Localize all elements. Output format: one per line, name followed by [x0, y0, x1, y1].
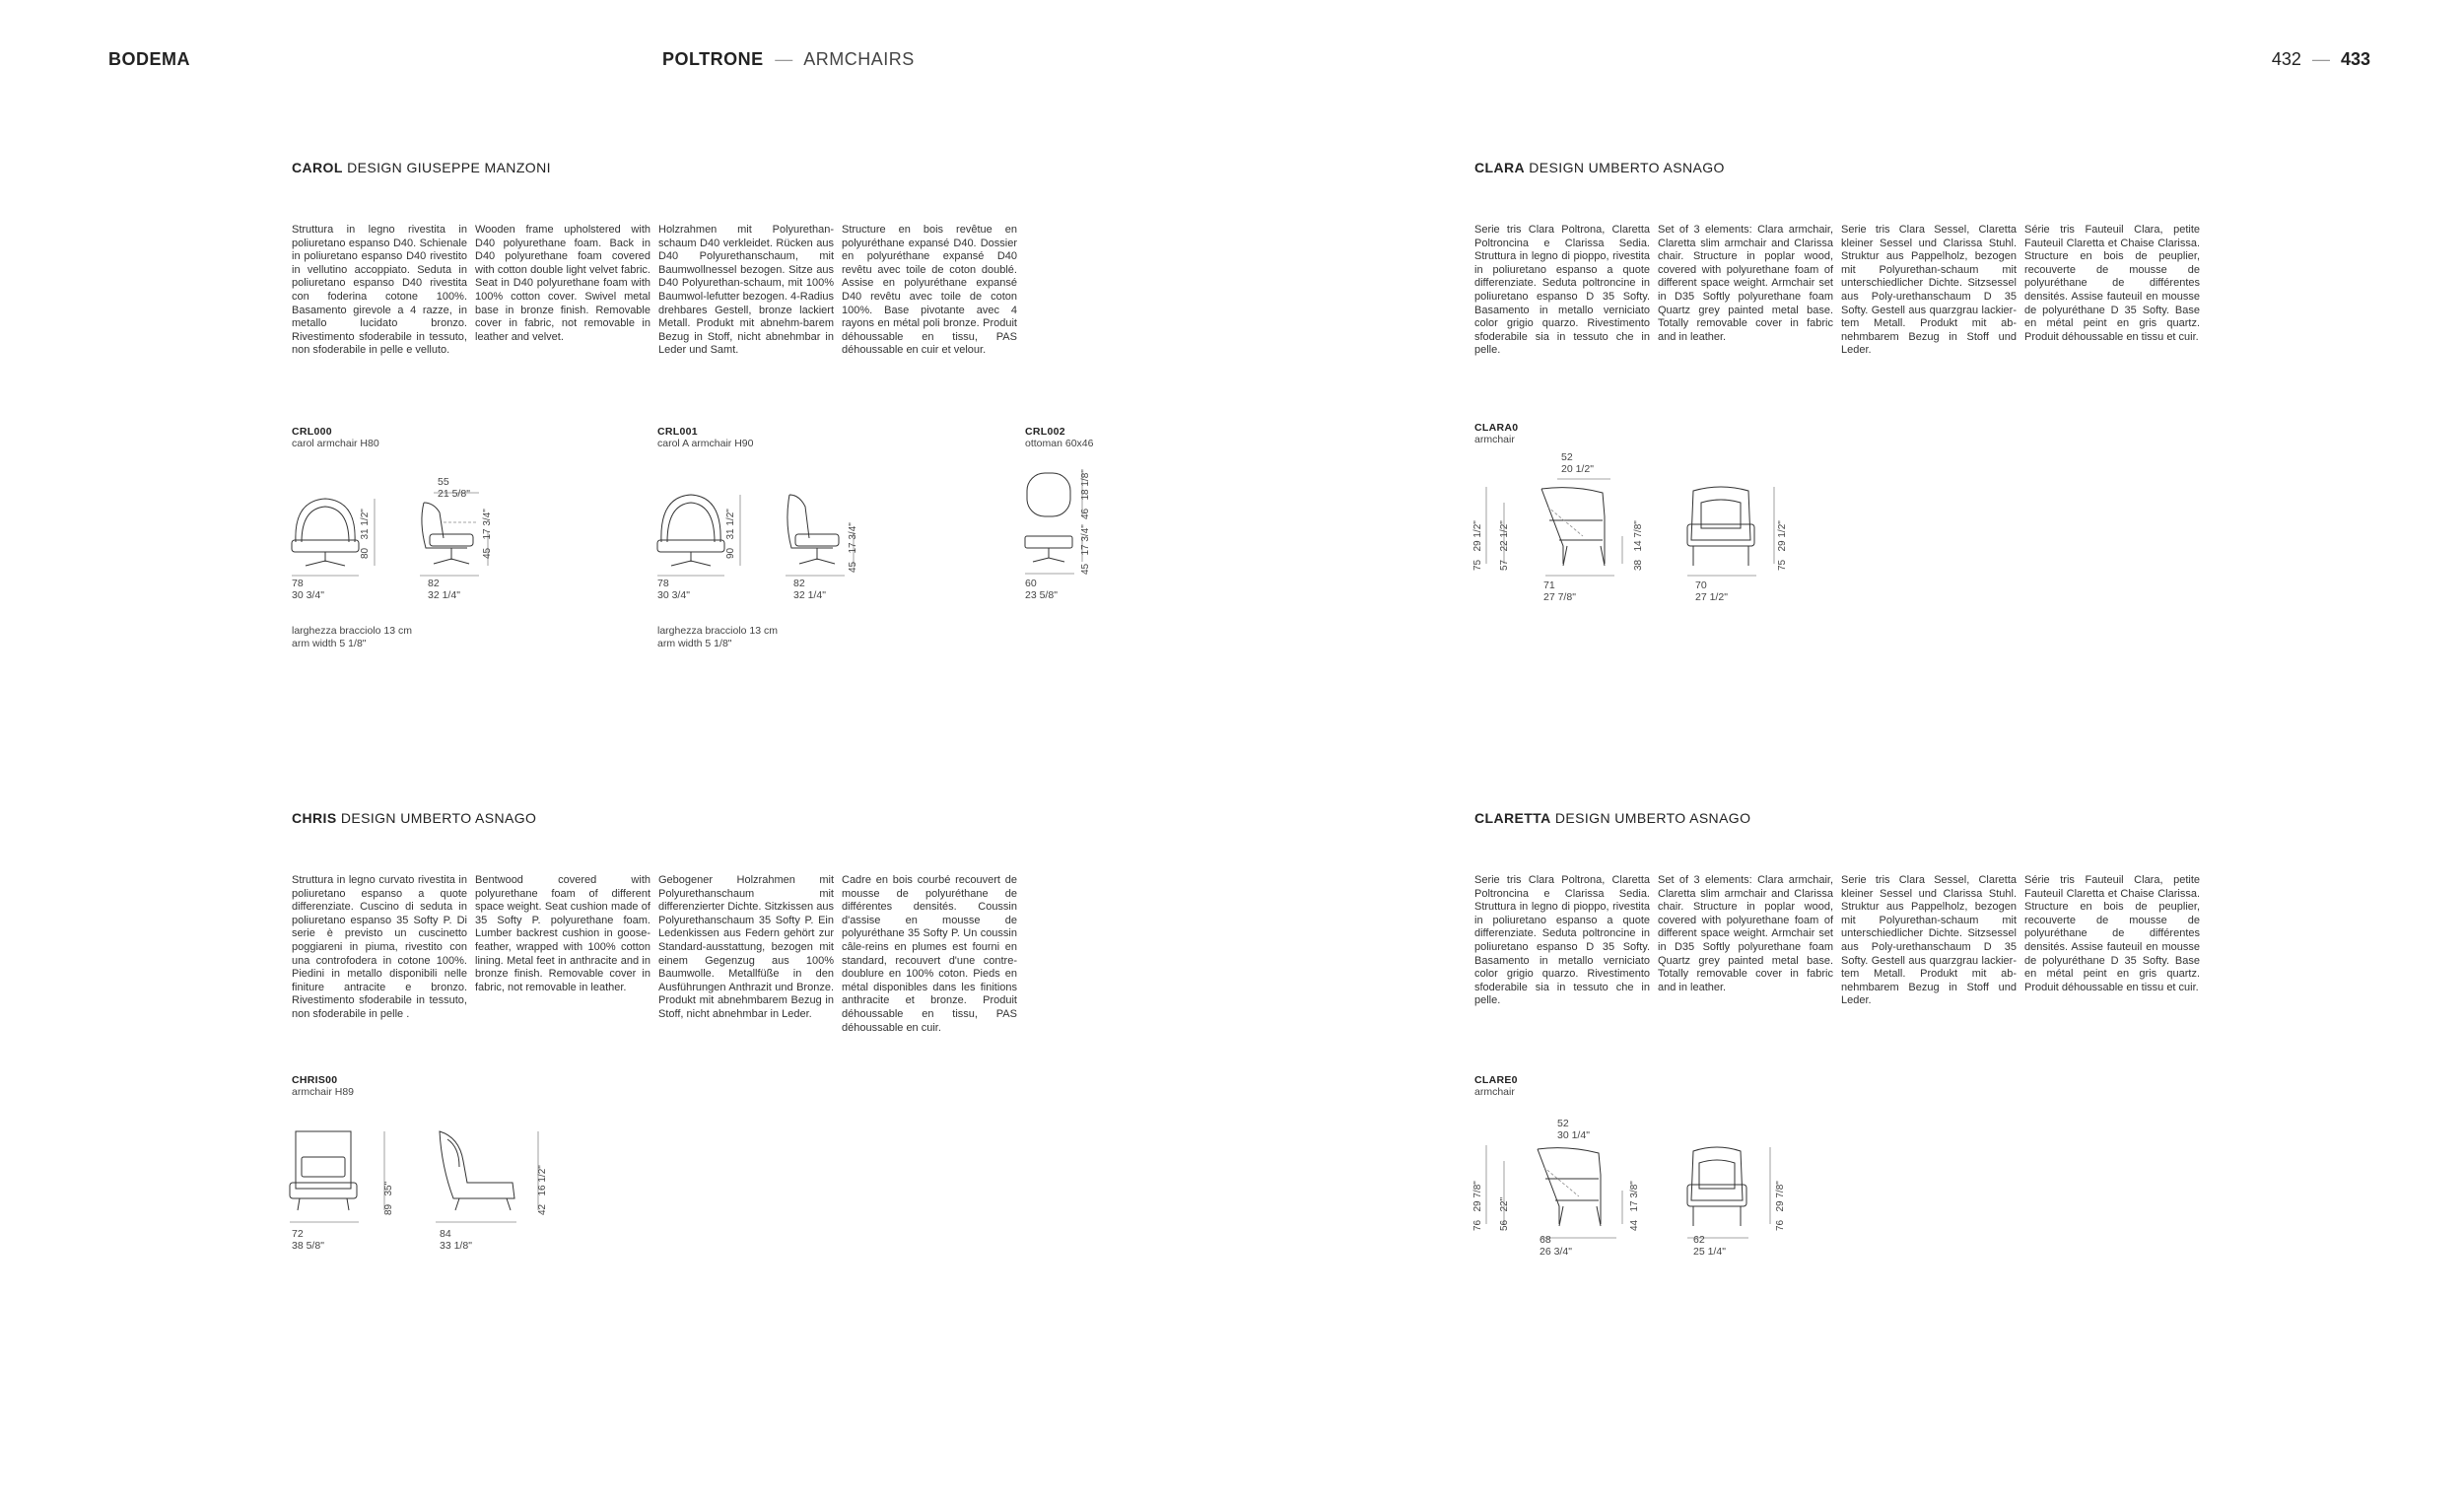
crl001-depth [793, 578, 826, 601]
clara0-drawing [1474, 477, 1829, 585]
chris-text-de: Gebogener Holzrahmen mit Polyurethanschaum mit differenzierter Dichte. Sitzkissen aus Polyurethanschaum 35 Softy P. Ein Ledenkissen aus Federn gehört zur Standard-ausstattung, bezogen mit einem Gegenzug aus 100% Baumwolle. Metallfüße in den Ausführungen Anthrazit und Bronze. Produkt mit abnehmbarem Bezug in Stoff, nicht abnehmbar in Leder. [658, 874, 834, 1020]
clare0-front-height [1775, 1181, 1786, 1231]
chris00-side-view [436, 1131, 538, 1222]
crl000-height [360, 509, 371, 559]
claretta-text-en: Set of 3 elements: Clara armchair, Claretta slim armchair and Clarissa chair. Structure in poplar wood, covered with polyurethane foam of different space weight. Armchair set in D35 Softly polyurethane foam Quartz grey painted metal base. Totally removable cover in fabric and in leather. [1658, 874, 1833, 993]
crl001-note1: larghezza bracciolo 13 cm [657, 625, 778, 637]
page-separator: — [2311, 49, 2330, 69]
clara-text-fr: Série tris Fauteuil Clara, petite Fauteuil Claretta et Chaise Clarissa. Structure en bois de peuplier, recouverte de mousse de polyuréthane de différentes densités. Assise fauteuil en mousse de polyuréthane D 35 Softy. Base en métal peint en gris quartz. Produit déhoussable en tissu et cuir. [2024, 224, 2200, 343]
clara0-label [1474, 422, 1518, 445]
carol-title [292, 160, 551, 175]
clara0-arm-in: 22 1/2" [1499, 520, 1510, 552]
clara-designer: DESIGN UMBERTO ASNAGO [1529, 160, 1725, 175]
crl002-height-in: 18 1/8" [1080, 469, 1091, 501]
chris00-height-in: 35" [383, 1181, 394, 1196]
crl000-width-cm: 78 [292, 578, 304, 589]
carol-description [292, 224, 1017, 358]
category-title [662, 49, 915, 70]
clare0-arm-height [1499, 1197, 1510, 1231]
clare0-depth-cm: 68 [1540, 1234, 1551, 1246]
chris00-seat-in: 16 1/2" [537, 1165, 548, 1196]
crl001-height-in: 31 1/2" [725, 509, 736, 540]
clara-text-de: Serie tris Clara Sessel, Claretta kleiner Sessel und Clarissa Stuhl. Struktur aus Pappelholz, bezogen mit Polyurethan-schaum mit unterschiedlicher Dichte. Sitzsessel aus Poly-urethanschaum D 35 Softy. Gestell aus quarzgrau lackier-tem Metall. Produkt mit ab-nehmbarem Bezug in Stoff und Leder. [1841, 224, 2017, 357]
chris-description [292, 874, 1017, 1035]
crl002-side-view [1025, 536, 1082, 574]
crl001-height-cm: 90 [725, 547, 736, 559]
crl001-side-view [786, 495, 854, 576]
clare0-fh-in: 29 7/8" [1775, 1181, 1786, 1212]
chris-name: CHRIS [292, 810, 337, 826]
clare0-seat-cm: 44 [1629, 1219, 1640, 1231]
chris00-height [383, 1182, 394, 1215]
clare0-width-cm: 62 [1693, 1234, 1705, 1246]
crl000-depth [428, 578, 460, 601]
crl000-height-cm: 80 [360, 547, 371, 559]
crl002-desc: ottoman 60x46 [1025, 438, 1094, 449]
crl001-label [657, 426, 753, 449]
crl000-note1: larghezza bracciolo 13 cm [292, 625, 412, 637]
clara0-seat-in: 14 7/8" [1633, 520, 1644, 552]
crl001-note [657, 625, 778, 650]
page-left: 432 [2271, 49, 2301, 69]
crl002-top-view [1027, 473, 1082, 516]
clara0-height [1472, 520, 1483, 571]
clara0-fh-in: 29 1/2" [1777, 520, 1788, 552]
crl001-width [657, 578, 690, 601]
clare0-height [1472, 1181, 1483, 1231]
clare0-dtop-cm: 52 [1557, 1118, 1569, 1129]
clara-description [1474, 224, 2200, 358]
crl000-width-in: 30 3/4" [292, 589, 324, 601]
crl000-code: CRL000 [292, 426, 332, 438]
clare0-label [1474, 1074, 1518, 1098]
chris00-width-cm: 72 [292, 1228, 304, 1240]
crl002-code: CRL002 [1025, 426, 1065, 438]
clara-text-it: Serie tris Clara Poltrona, Claretta Poltroncina e Clarissa Sedia. Struttura in legno di pioppo, rivestita in poliuretano espanso a quote differenziate. Seduta poltroncine in poliuretano espanso D 35 Softy. Basamento in metallo verniciato color grigio quarzo. Rivestimento sfoderabile sia in tessuto che in pelle. [1474, 224, 1650, 357]
chris00-seat-height [537, 1165, 548, 1215]
clara0-dtop [1561, 451, 1594, 475]
clara0-height-cm: 75 [1472, 559, 1483, 571]
category-it: POLTRONE [662, 49, 764, 69]
clare0-width-in: 25 1/4" [1693, 1246, 1726, 1258]
claretta-description [1474, 874, 2200, 1008]
crl002-height [1080, 469, 1091, 519]
chris00-code: CHRIS00 [292, 1074, 338, 1086]
clara0-front-height [1777, 520, 1788, 571]
claretta-text-fr: Série tris Fauteuil Clara, petite Fauteuil Claretta et Chaise Clarissa. Structure en bois de peuplier, recouverte de mousse de polyuréthane de différentes densités. Assise fauteuil en mousse de polyuréthane D 35 Softy. Base en métal peint en gris quartz. Produit déhoussable en tissu et cuir. [2024, 874, 2200, 993]
brand-name: BODEMA [108, 49, 190, 69]
crl002-height-cm: 46 [1080, 508, 1091, 519]
clare0-arm-cm: 56 [1499, 1219, 1510, 1231]
crl001-height [725, 509, 736, 559]
crl000-dtop [438, 476, 470, 500]
clare0-fh-cm: 76 [1775, 1219, 1786, 1231]
category-separator: — [775, 49, 793, 69]
clare0-seat-height [1629, 1181, 1640, 1231]
clare0-arm-in: 22" [1499, 1196, 1510, 1212]
crl001-width-in: 30 3/4" [657, 589, 690, 601]
chris-title [292, 810, 536, 826]
chris00-depth-cm: 84 [440, 1228, 451, 1240]
clara0-depth-cm: 71 [1543, 580, 1555, 591]
clare0-depth [1540, 1234, 1572, 1258]
crl000-note [292, 625, 412, 650]
carol-text-de: Holzrahmen mit Polyurethan-schaum D40 verkleidet. Rücken aus D40 Polyurethanschaum, mit Baumwollnessel bezogen. Sitze aus D40 Polyurethan-schaum, mit 100% Baumwol-lefutter bezogen. 4-Radius drehbares Gestell, bronze lackiert Metall. Produkt mit abnehm-barem Bezug in Stoff, nicht abnehmbar in Leder und Samt. [658, 224, 834, 357]
clara0-width [1695, 580, 1728, 603]
clare0-depth-in: 26 3/4" [1540, 1246, 1572, 1258]
page-right: 433 [2340, 49, 2370, 69]
crl000-dtop-in: 21 5/8" [438, 488, 470, 500]
crl001-depth-cm: 82 [793, 578, 805, 589]
chris00-width [292, 1228, 324, 1252]
crl000-depth-cm: 82 [428, 578, 440, 589]
crl000-height-in: 31 1/2" [360, 509, 371, 540]
chris00-seat-cm: 42 [537, 1203, 548, 1215]
crl002-width [1025, 578, 1058, 601]
clare0-code: CLARE0 [1474, 1074, 1518, 1086]
crl000-desc: carol armchair H80 [292, 438, 379, 449]
clara0-front-view [1687, 487, 1774, 576]
chris00-depth-in: 33 1/8" [440, 1240, 472, 1252]
chris00-depth [440, 1228, 472, 1252]
chris-text-fr: Cadre en bois courbé recouvert de mousse de polyuréthane de différentes densités. Coussin d'assise en mousse de polyuréthane 35 Softy P. Un coussin câle-reins en plumes est fourni en standard, recouvert d'une contre-doublure en 100% coton. Pieds en métal disponibles dans les finitions anthracite et bronze. Produit déhoussable en tissu, PAS déhoussable en cuir. [842, 874, 1017, 1034]
crl000-label [292, 426, 379, 449]
clara0-height-in: 29 1/2" [1472, 520, 1483, 552]
clara0-fh-cm: 75 [1777, 559, 1788, 571]
crl001-seat-height [848, 522, 858, 573]
clara0-seat-cm: 38 [1633, 559, 1644, 571]
claretta-name: CLARETTA [1474, 810, 1551, 826]
chris-text-it: Struttura in legno curvato rivestita in poliuretano espanso a quote differenziate. Cuscino di seduta in poliuretano espanso 35 Softy P. Di serie è previsto un cuscinetto poggiareni in piuma, rivestito con una controfodera in cotone 100%. Piedini in metallo disponibili nelle finiture antracite e bronzo. Rivestimento sfoderabile in tessuto, non sfoderabile in pelle . [292, 874, 467, 1020]
chris00-drawing [286, 1122, 572, 1240]
crl001-width-cm: 78 [657, 578, 669, 589]
carol-name: CAROL [292, 160, 343, 175]
clare0-desc: armchair [1474, 1086, 1515, 1098]
crl000-depth-in: 32 1/4" [428, 589, 460, 601]
crl002-seat-cm: 45 [1080, 563, 1091, 575]
crl001-desc: carol A armchair H90 [657, 438, 754, 449]
clara0-desc: armchair [1474, 434, 1515, 445]
claretta-text-it: Serie tris Clara Poltrona, Claretta Poltroncina e Clarissa Sedia. Struttura in legno di pioppo, rivestita in poliuretano espanso a quote differenziate. Seduta poltroncine in poliuretano espanso D 35 Softy. Basamento in metallo verniciato color grigio quarzo. Rivestimento sfoderabile sia in tessuto che in pelle. [1474, 874, 1650, 1007]
carol-text-fr: Structure en bois revêtue en polyuréthane expansé D40. Dossier en polyuréthane expansé D40 revêtu avec toile de coton doublé. Assise en polyuréthane expansé D40 revêtu avec toile de coton 100%. Base pivotante avec 4 rayons en métal poli bronze. Produit déhoussable en tissu, PAS déhoussable en cuir et velour. [842, 224, 1017, 357]
chris-text-en: Bentwood covered with polyurethane foam of different space weight. Seat cushion made of 35 Softy P. polyurethane foam. Lumber backrest cushion in goose-feather, wrapped with 100% cotton lining. Metal feet in anthracite and in bronze finish. Removable cover in fabric, not removable in leather. [475, 874, 650, 993]
crl000-seat-in: 17 3/4" [482, 509, 493, 540]
chris00-front-view [290, 1131, 384, 1222]
crl002-width-cm: 60 [1025, 578, 1037, 589]
crl000-dtop-cm: 55 [438, 476, 449, 488]
clara0-width-cm: 70 [1695, 580, 1707, 591]
clara-title [1474, 160, 1725, 175]
carol-text-en: Wooden frame upholstered with D40 polyurethane foam. Back in D40 polyurethane foam covered with cotton double light velvet fabric. Seat in D40 polyurethane foam with 100% cotton cover. Swivel metal base in bronze finish. Removable cover in fabric, not removable in leather and velvet. [475, 224, 650, 343]
clara0-dtop-in: 20 1/2" [1561, 463, 1594, 475]
chris00-desc: armchair H89 [292, 1086, 355, 1098]
clare0-width [1693, 1234, 1726, 1258]
crl002-seat-in: 17 3/4" [1080, 524, 1091, 556]
clara-text-en: Set of 3 elements: Clara armchair, Claretta slim armchair and Clarissa chair. Structure in poplar wood, covered with polyurethane foam of different space weight. Armchair set in D35 Softly polyurethane foam Quartz grey painted metal base. Totally removable cover in fabric and in leather. [1658, 224, 1833, 343]
crl002-label [1025, 426, 1093, 449]
carol-designer: DESIGN GIUSEPPE MANZONI [347, 160, 551, 175]
carol-text-it: Struttura in legno rivestita in poliuretano espanso D40. Schienale in poliuretano espanso D40 rivestito in vellutino accoppiato. Seduta in poliuretano espanso D40 rivestita con foderina cotone 100%. Basamento girevole a 4 razze, in metallo lucidato bronzo. Rivestimento sfoderabile in tessuto, non sfoderabile in pelle e velluto. [292, 224, 467, 357]
crl002-width-in: 23 5/8" [1025, 589, 1058, 601]
crl001-depth-in: 32 1/4" [793, 589, 826, 601]
claretta-designer: DESIGN UMBERTO ASNAGO [1554, 810, 1751, 826]
clare0-height-in: 29 7/8" [1472, 1181, 1483, 1212]
claretta-text-de: Serie tris Clara Sessel, Claretta kleiner Sessel und Clarissa Stuhl. Struktur aus Pappelholz, bezogen mit Polyurethan-schaum mit unterschiedlicher Dichte. Sitzsessel aus Poly-urethanschaum D 35 Softy. Gestell aus quarzgrau lackier-tem Metall. Produkt mit ab-nehmbarem Bezug in Stoff und Leder. [1841, 874, 2017, 1007]
chris-designer: DESIGN UMBERTO ASNAGO [340, 810, 537, 826]
crl002-seat-height [1080, 524, 1091, 575]
crl000-note2: arm width 5 1/8" [292, 638, 367, 649]
crl000-seat-height [482, 509, 493, 559]
clara0-depth [1543, 580, 1576, 603]
clara0-code: CLARA0 [1474, 422, 1519, 434]
crl001-seat-in: 17 3/4" [848, 522, 858, 554]
page-numbers [2272, 49, 2370, 70]
clara0-dtop-cm: 52 [1561, 451, 1573, 463]
chris00-height-cm: 89 [383, 1203, 394, 1215]
category-en: ARMCHAIRS [803, 49, 915, 69]
clare0-height-cm: 76 [1472, 1219, 1483, 1231]
clare0-dtop-in: 30 1/4" [1557, 1129, 1590, 1141]
clare0-front-view [1687, 1147, 1770, 1238]
crl001-code: CRL001 [657, 426, 698, 438]
chris00-width-in: 38 5/8" [292, 1240, 324, 1252]
clare0-seat-in: 17 3/8" [1629, 1181, 1640, 1212]
chris00-label [292, 1074, 354, 1098]
crl000-seat-cm: 45 [482, 547, 493, 559]
crl001-seat-cm: 45 [848, 561, 858, 573]
clara0-width-in: 27 1/2" [1695, 591, 1728, 603]
clara-name: CLARA [1474, 160, 1525, 175]
clara0-arm-cm: 57 [1499, 559, 1510, 571]
crl001-note2: arm width 5 1/8" [657, 638, 732, 649]
clara0-depth-in: 27 7/8" [1543, 591, 1576, 603]
clara0-seat-height [1633, 520, 1644, 571]
clara0-arm-height [1499, 520, 1510, 571]
crl000-width [292, 578, 324, 601]
claretta-title [1474, 810, 1750, 826]
crl000-side-view [420, 493, 488, 576]
